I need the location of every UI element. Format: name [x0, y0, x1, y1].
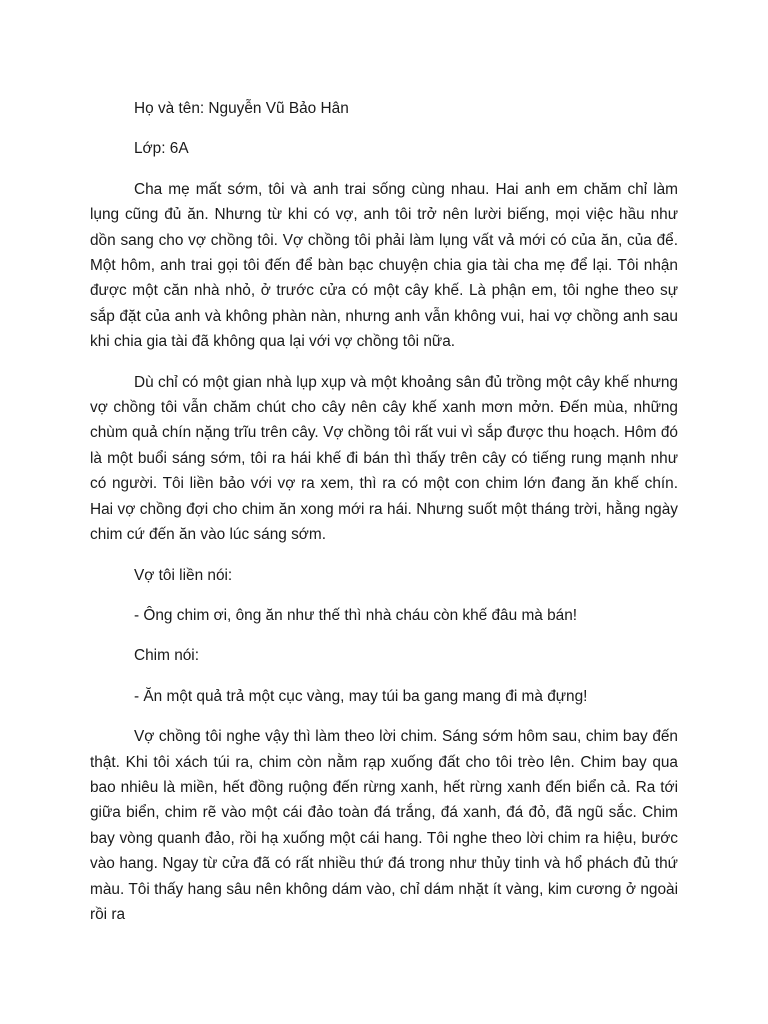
student-class: Lớp: 6A	[134, 140, 189, 158]
paragraph-7: Vợ chồng tôi nghe vậy thì làm theo lời chim. Sáng sớm hôm sau, chim bay đến thật. Khi tôi xách túi ra, chim còn nằm rạp xuống đất cho tôi trèo lên. Chim bay qua bao nhiêu là miền, hết đồng ruộng đến rừng xanh, hết rừng xanh đến biển cả. Ra tới giữa biển, chim rẽ vào một cái đảo toàn đá trắng, đá xanh, đá đỏ, đã ngũ sắc. Chim bay vòng quanh đảo, rồi hạ xuống một cái hang. Tôi nghe theo lời chim ra hiệu, bước vào hang. Ngay từ cửa đã có rất nhiều thứ đá trong như thủy tinh và hổ phách đủ thứ màu. Tôi thấy hang sâu nên không dám vào, chỉ dám nhặt ít vàng, kim cương ở ngoài rồi ra	[90, 728, 678, 923]
paragraph-1: Cha mẹ mất sớm, tôi và anh trai sống cùng nhau. Hai anh em chăm chỉ làm lụng cũng đủ ăn. Nhưng từ khi có vợ, anh tôi trở nên lười biếng, mọi việc hầu như dồn sang cho vợ chồng tôi. Vợ chồng tôi phải làm lụng vất vả mới có của ăn, của để. Một hôm, anh trai gọi tôi đến để bàn bạc chuyện chia gia tài cha mẹ để lại. Tôi nhận được một căn nhà nhỏ, ở trước cửa có một cây khế. Là phận em, tôi nghe theo sự sắp đặt của anh và không phàn nàn, nhưng anh vẫn không vui, hai vợ chồng anh sau khi chia gia tài đã không qua lại với vợ chồng tôi nữa.	[90, 180, 678, 351]
paragraph-6: - Ăn một quả trả một cục vàng, may túi ba gang mang đi mà đựng!	[134, 687, 588, 705]
student-name: Họ và tên: Nguyễn Vũ Bảo Hân	[134, 100, 349, 117]
paragraph-5: Chim nói:	[134, 647, 200, 665]
paragraph-2: Dù chỉ có một gian nhà lụp xụp và một khoảng sân đủ trồng một cây khế nhưng vợ chồng tôi vẫn chăm chút cho cây nên cây khế xanh mơn mởn. Đến mùa, những chùm quả chín nặng trĩu trên cây. Vợ chồng tôi rất vui vì sắp được thu hoạch. Hôm đó là một buổi sáng sớm, tôi ra hái khế đi bán thì thấy trên cây có tiếng rung mạnh như có người. Tôi liền bảo với vợ ra xem, thì ra có một con chim lớn đang ăn khế chín. Hai vợ chồng đợi cho chim ăn xong mới ra hái. Nhưng suốt một tháng trời, hằng ngày chim cứ đến ăn vào lúc sáng sớm.	[90, 373, 678, 544]
paragraph-3: Vợ tôi liền nói:	[134, 566, 233, 584]
paragraph-4: - Ông chim ơi, ông ăn như thế thì nhà cháu còn khế đâu mà bán!	[134, 606, 578, 624]
document-page	[90, 96, 678, 942]
